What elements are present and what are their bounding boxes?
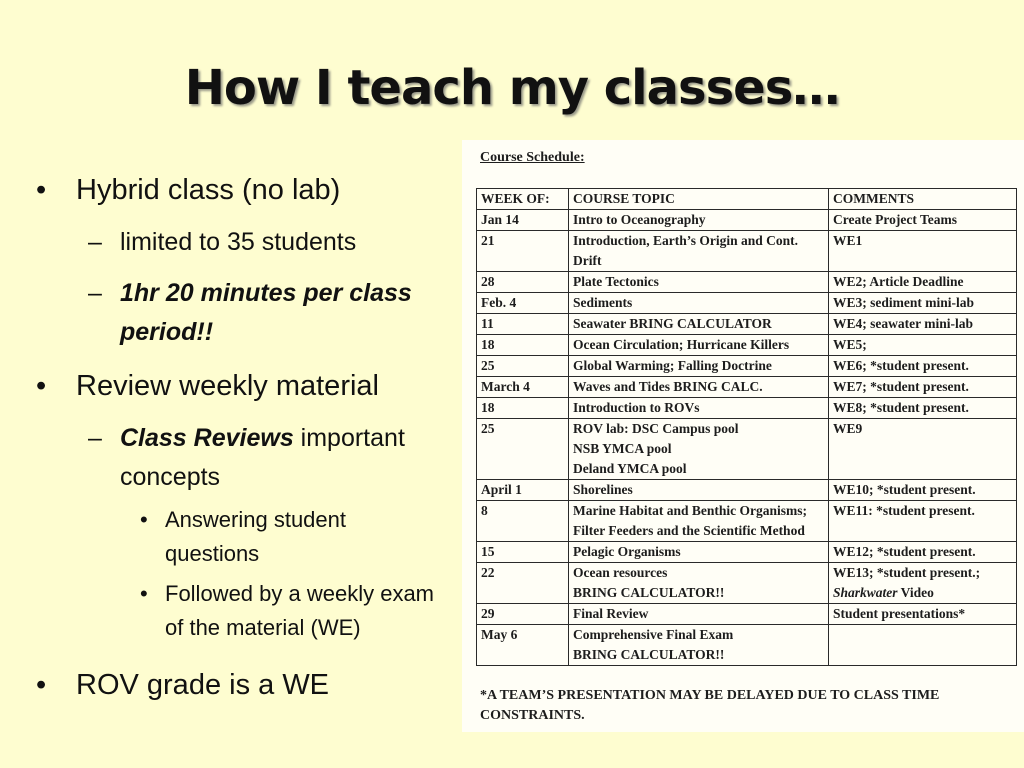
topic-header: COURSE TOPIC <box>569 189 829 210</box>
topic-cell: Comprehensive Final Exam BRING CALCULATOR!! <box>569 625 829 666</box>
comments-text: WE12; *student present. <box>833 544 976 559</box>
schedule-row <box>477 314 1017 335</box>
comments-text: WE2; Article Deadline <box>833 274 964 289</box>
week-cell: 8 <box>477 501 569 542</box>
schedule-header-row <box>477 189 1017 210</box>
schedule-row <box>477 604 1017 625</box>
subbullet-class-size <box>30 223 460 262</box>
schedule-row <box>477 335 1017 356</box>
comments-cell <box>829 625 1017 666</box>
week-cell: Feb. 4 <box>477 293 569 314</box>
week-cell: 21 <box>477 231 569 272</box>
dash-marker: – <box>88 228 102 256</box>
topic-cell: Waves and Tides BRING CALC. <box>569 377 829 398</box>
subsubbullet-answering-questions: • Answering student questions <box>30 503 425 571</box>
topic-cell: Plate Tectonics <box>569 272 829 293</box>
comments-tail: Video <box>897 585 934 600</box>
comments-cell <box>829 272 1017 293</box>
subsubbullet-weekly-exam: • Followed by a weekly exam of the material (WE) <box>30 577 455 645</box>
subbullet-class-period-text: 1hr 20 minutes per class period!! <box>120 279 412 346</box>
schedule-footnote: *A TEAM’S PRESENTATION MAY BE DELAYED DUE TO CLASS TIME CONSTRAINTS. <box>480 688 940 723</box>
topic-cell: Ocean resources BRING CALCULATOR!! <box>569 563 829 604</box>
schedule-row <box>477 480 1017 501</box>
comments-text: WE3; sediment mini-lab <box>833 295 975 310</box>
week-cell: Jan 14 <box>477 210 569 231</box>
dash-marker: – <box>88 279 102 307</box>
comments-cell <box>829 563 1017 604</box>
topic-cell: Introduction, Earth’s Origin and Cont. Drift <box>569 231 829 272</box>
schedule-row <box>477 542 1017 563</box>
week-cell: April 1 <box>477 480 569 501</box>
schedule-row <box>477 210 1017 231</box>
topic-cell: Final Review <box>569 604 829 625</box>
comments-cell <box>829 314 1017 335</box>
comments-cell <box>829 231 1017 272</box>
comments-cell <box>829 419 1017 480</box>
topic-cell: Marine Habitat and Benthic Organisms; Filter Feeders and the Scientific Method <box>569 501 829 542</box>
comments-cell <box>829 210 1017 231</box>
week-cell: 18 <box>477 398 569 419</box>
comments-header: COMMENTS <box>829 189 1017 210</box>
comments-cell <box>829 398 1017 419</box>
class-reviews-text: important concepts <box>120 424 405 491</box>
comments-cell <box>829 501 1017 542</box>
schedule-row <box>477 356 1017 377</box>
week-cell: 28 <box>477 272 569 293</box>
week-header: WEEK OF: <box>477 189 569 210</box>
comments-text: Student presentations* <box>833 606 966 621</box>
schedule-row <box>477 419 1017 480</box>
topic-cell: Pelagic Organisms <box>569 542 829 563</box>
schedule-title: Course Schedule: <box>480 150 585 165</box>
comments-cell <box>829 377 1017 398</box>
schedule-row <box>477 231 1017 272</box>
comments-text: WE13; *student present.; <box>833 565 981 580</box>
comments-cell <box>829 542 1017 563</box>
comments-text: WE5; <box>833 337 867 352</box>
class-reviews-emphasis: Class Reviews <box>120 424 294 452</box>
comments-text: WE7; *student present. <box>833 379 969 394</box>
schedule-row <box>477 625 1017 666</box>
week-cell: March 4 <box>477 377 569 398</box>
topic-cell: Seawater BRING CALCULATOR <box>569 314 829 335</box>
week-cell: 11 <box>477 314 569 335</box>
schedule-row <box>477 293 1017 314</box>
dash-marker: – <box>88 424 102 452</box>
topic-cell: Introduction to ROVs <box>569 398 829 419</box>
week-cell: 22 <box>477 563 569 604</box>
subbullet-class-size-text: limited to 35 students <box>120 228 357 256</box>
slide-title: How I teach my classes… <box>184 60 840 116</box>
schedule-row <box>477 398 1017 419</box>
bullet-list <box>30 170 460 704</box>
comments-text: WE10; *student present. <box>833 482 976 497</box>
schedule-row <box>477 501 1017 542</box>
comments-text: WE4; seawater mini-lab <box>833 316 973 331</box>
comments-cell <box>829 356 1017 377</box>
comments-text: WE11: *student present. <box>833 503 975 518</box>
comments-text: WE1 <box>833 233 863 248</box>
week-cell: 18 <box>477 335 569 356</box>
topic-cell: Shorelines <box>569 480 829 501</box>
subbullet-class-reviews <box>30 419 440 497</box>
bullet-review-weekly: • Review weekly material <box>30 368 460 405</box>
bullet-hybrid-class: • Hybrid class (no lab) <box>30 172 460 209</box>
comments-cell <box>829 293 1017 314</box>
week-cell: 25 <box>477 419 569 480</box>
schedule-row <box>477 563 1017 604</box>
schedule-row <box>477 272 1017 293</box>
comments-text: WE9 <box>833 421 863 436</box>
comments-emphasis: Sharkwater <box>833 585 898 600</box>
comments-text: WE6; *student present. <box>833 358 969 373</box>
topic-cell: Intro to Oceanography <box>569 210 829 231</box>
schedule-table <box>476 188 1017 666</box>
comments-cell <box>829 604 1017 625</box>
week-cell: 25 <box>477 356 569 377</box>
topic-cell: Ocean Circulation; Hurricane Killers <box>569 335 829 356</box>
comments-text: WE8; *student present. <box>833 400 969 415</box>
comments-cell <box>829 480 1017 501</box>
subbullet-class-period <box>30 274 420 352</box>
schedule-row <box>477 377 1017 398</box>
topic-cell: Sediments <box>569 293 829 314</box>
week-cell: May 6 <box>477 625 569 666</box>
bullet-rov-grade: • ROV grade is a WE <box>30 667 460 704</box>
comments-text: Create Project Teams <box>833 212 957 227</box>
topic-cell: ROV lab: DSC Campus pool NSB YMCA pool Deland YMCA pool <box>569 419 829 480</box>
comments-cell <box>829 335 1017 356</box>
topic-cell: Global Warming; Falling Doctrine <box>569 356 829 377</box>
course-schedule-image <box>462 140 1024 732</box>
week-cell: 15 <box>477 542 569 563</box>
week-cell: 29 <box>477 604 569 625</box>
